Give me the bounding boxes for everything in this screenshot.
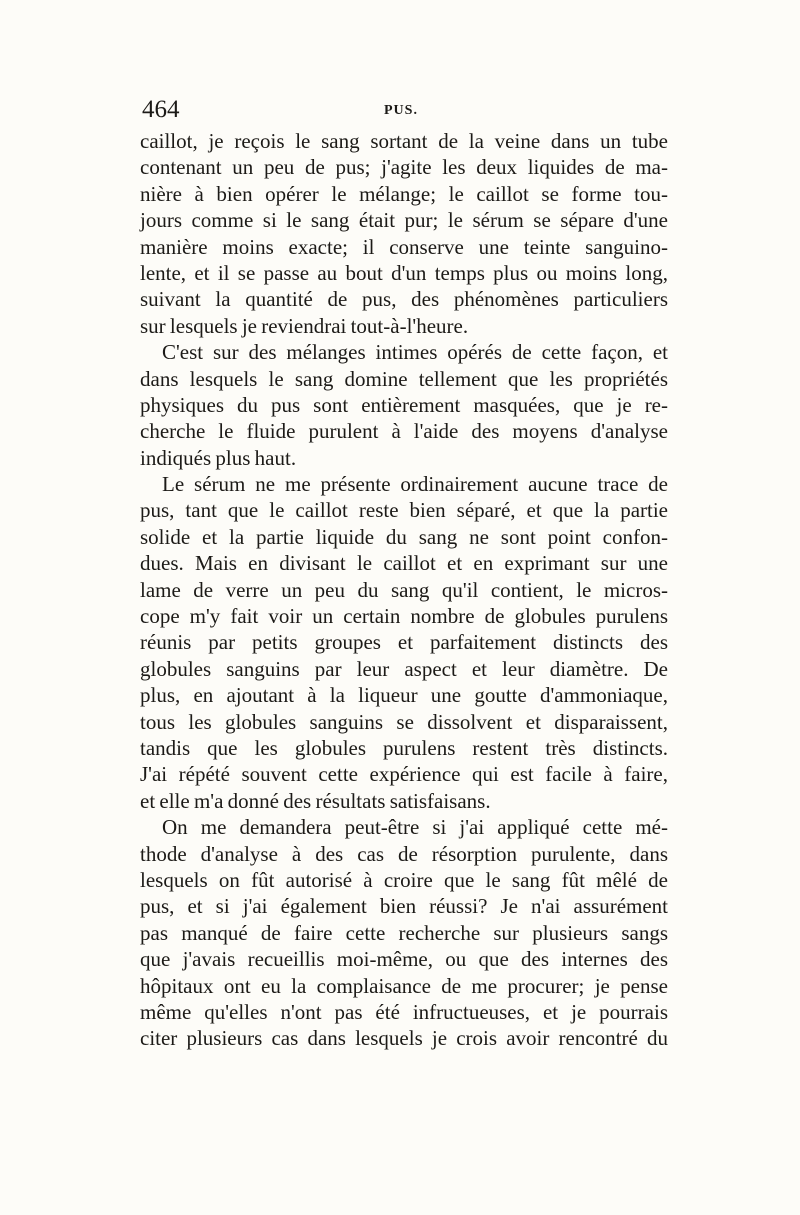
text-line: réunis par petits groupes et parfaitement distincts des [140, 630, 668, 655]
page-header [0, 96, 800, 126]
text-line: contenant un peu de pus; j'agite les deux liquides de ma- [140, 155, 668, 180]
text-line: cherche le fluide purulent à l'aide des moyens d'analyse [140, 419, 668, 444]
text-line: cope m'y fait voir un certain nombre de globules purulens [140, 604, 668, 629]
text-line: manière moins exacte; il conserve une teinte sanguino- [140, 234, 668, 259]
text-line: On me demandera peut-être si j'ai appliqué cette mé- [162, 815, 668, 840]
text-line: même qu'elles n'ont pas été infructueuses, et je pourrais [140, 999, 668, 1024]
text-line: pas manqué de faire cette recherche sur plusieurs sangs [140, 920, 668, 945]
text-line: nière à bien opérer le mélange; le caillot se forme tou- [140, 181, 668, 206]
text-line: sur lesquels je reviendrai tout-à-l'heure. [140, 313, 469, 338]
text-line: lame de verre un peu du sang qu'il contient, le micros- [140, 577, 668, 602]
text-line: tous les globules sanguins se dissolvent et disparaissent, [140, 709, 668, 734]
text-line: suivant la quantité de pus, des phénomènes particuliers [140, 287, 668, 312]
text-line: Le sérum ne me présente ordinairement aucune trace de [162, 472, 668, 497]
text-line: physiques du pus sont entièrement masquées, que je re- [140, 392, 668, 417]
text-line: lente, et il se passe au bout d'un temps plus ou moins long, [140, 260, 668, 285]
text-line: globules sanguins par leur aspect et leur diamètre. De [140, 656, 668, 681]
text-line: dans lesquels le sang domine tellement que les propriétés [140, 366, 668, 391]
text-line: C'est sur des mélanges intimes opérés de cette façon, et [162, 340, 668, 365]
text-line: solide et la partie liquide du sang ne sont point confon- [140, 524, 668, 549]
text-line: J'ai répété souvent cette expérience qui est facile à faire, [140, 762, 668, 787]
text-line: hôpitaux ont eu la complaisance de me procurer; je pense [140, 973, 668, 998]
running-head: PUS. [384, 103, 418, 118]
text-line: tandis que les globules purulens restent très distincts. [140, 735, 668, 760]
text-line: dues. Mais en divisant le caillot et en exprimant sur une [140, 551, 668, 576]
text-line: citer plusieurs cas dans lesquels je crois avoir rencontré du [140, 1026, 668, 1051]
text-line: jours comme si le sang était pur; le sérum se sépare d'une [140, 208, 668, 233]
page-number: 464 [142, 96, 180, 123]
body-text [140, 128, 668, 1052]
text-line: pus, et si j'ai également bien réussi? Je n'ai assurément [140, 894, 668, 919]
text-line: plus, en ajoutant à la liqueur une goutte d'ammoniaque, [140, 683, 668, 708]
text-line: lesquels on fût autorisé à croire que le sang fût mêlé de [140, 867, 668, 892]
text-line: que j'avais recueillis moi-même, ou que des internes des [140, 947, 668, 972]
text-line: thode d'analyse à des cas de résorption purulente, dans [140, 841, 668, 866]
text-line: pus, tant que le caillot reste bien séparé, et que la partie [140, 498, 668, 523]
text-line: caillot, je reçois le sang sortant de la veine dans un tube [140, 129, 668, 153]
text-line: et elle m'a donné des résultats satisfaisans. [140, 788, 491, 813]
text-line: indiqués plus haut. [140, 445, 297, 470]
